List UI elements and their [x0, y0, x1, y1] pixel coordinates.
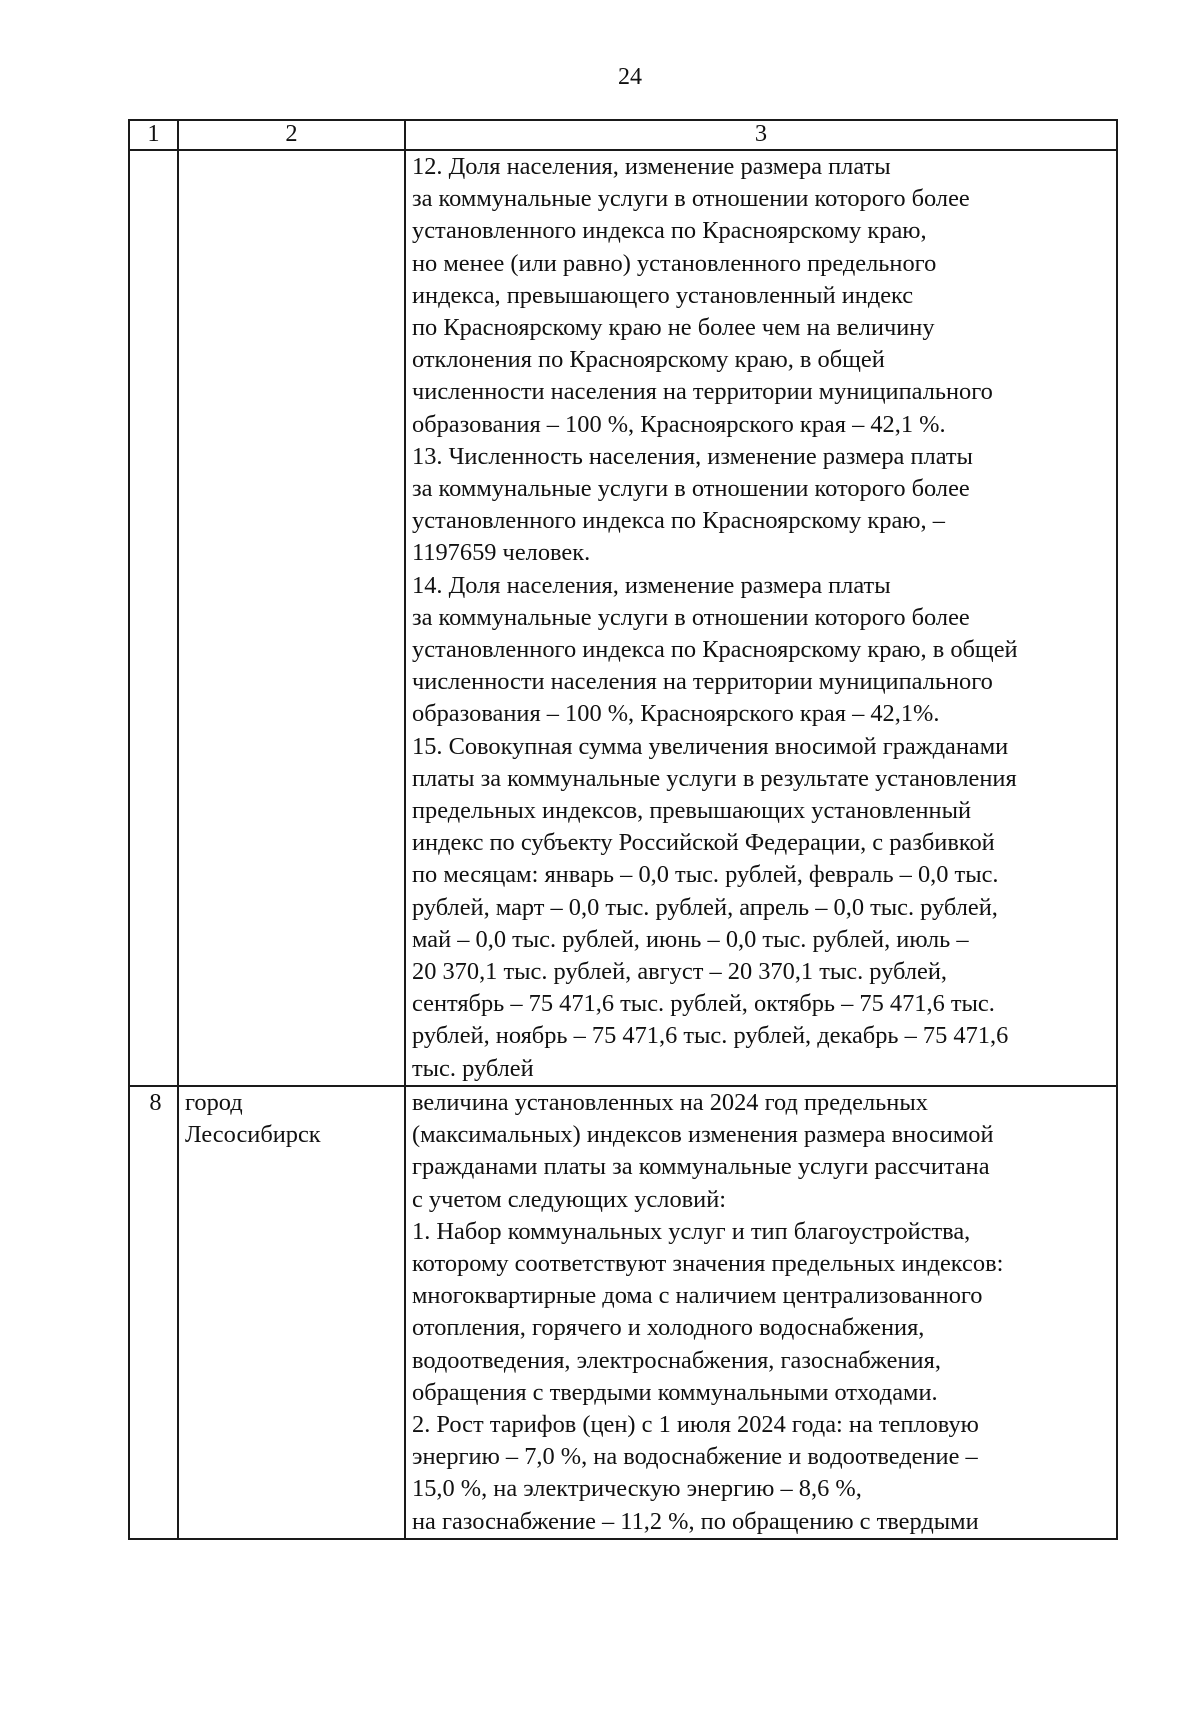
text-line: индекс по субъекту Российской Федерации, с разбивкой: [412, 829, 995, 857]
text-line: 1. Набор коммунальных услуг и тип благоустройства,: [412, 1217, 971, 1245]
text-line: по Красноярскому краю не более чем на величину: [412, 314, 935, 342]
text-line: 14. Доля населения, изменение размера платы: [412, 571, 891, 599]
text-line: установленного индекса по Красноярскому краю,: [412, 217, 927, 245]
text-line: но менее (или равно) установленного предельного: [412, 249, 937, 277]
text-line: на газоснабжение – 11,2 %, по обращению с твердыми: [412, 1507, 979, 1535]
text-line: отклонения по Красноярскому краю, в общей: [412, 346, 885, 374]
text-line: индекса, превышающего установленный индекс: [412, 281, 914, 309]
text-line: установленного индекса по Красноярскому краю, в общей: [412, 636, 1018, 664]
header-col-2: 2: [178, 120, 405, 150]
text-line: (максимальных) индексов изменения размера вносимой: [412, 1121, 994, 1149]
text-line: численности населения на территории муниципального: [412, 378, 993, 406]
municipality-type: город: [185, 1088, 243, 1116]
text-line: 13. Численность населения, изменение размера платы: [412, 442, 973, 470]
text-line: рублей, ноябрь – 75 471,6 тыс. рублей, декабрь – 75 471,6: [412, 1022, 1009, 1050]
text-line: гражданами платы за коммунальные услуги рассчитана: [412, 1153, 990, 1181]
text-line: 12. Доля населения, изменение размера платы: [412, 153, 891, 180]
text-line: образования – 100 %, Красноярского края – 42,1%.: [412, 700, 940, 728]
header-col-3: 3: [405, 120, 1117, 150]
text-line: энергию – 7,0 %, на водоснабжение и водоотведение –: [412, 1443, 978, 1471]
text-line: за коммунальные услуги в отношении которого более: [412, 475, 970, 503]
municipality-cell: [178, 1086, 405, 1539]
table-row: [129, 150, 1117, 1086]
text-line: сентябрь – 75 471,6 тыс. рублей, октябрь – 75 471,6 тыс.: [412, 990, 995, 1018]
text-line: 20 370,1 тыс. рублей, август – 20 370,1 тыс. рублей,: [412, 958, 947, 986]
text-line: за коммунальные услуги в отношении которого более: [412, 603, 970, 631]
table-row: [129, 1086, 1117, 1539]
text-line: май – 0,0 тыс. рублей, июнь – 0,0 тыс. рублей, июль –: [412, 925, 969, 953]
text-line: 1197659 человек.: [412, 539, 591, 567]
text-line: которому соответствуют значения предельных индексов:: [412, 1249, 1004, 1277]
text-line: многоквартирные дома с наличием централизованного: [412, 1282, 983, 1310]
text-line: 2. Рост тарифов (цен) с 1 июля 2024 года: на тепловую: [412, 1410, 979, 1438]
row-number: 8: [129, 1086, 178, 1539]
text-line: по месяцам: январь – 0,0 тыс. рублей, февраль – 0,0 тыс.: [412, 861, 999, 889]
text-line: платы за коммунальные услуги в результате установления: [412, 764, 1017, 792]
text-line: 15,0 %, на электрическую энергию – 8,6 %,: [412, 1475, 862, 1503]
text-line: тыс. рублей: [412, 1054, 534, 1082]
text-line: 15. Совокупная сумма увеличения вносимой гражданами: [412, 732, 1009, 760]
header-col-1: 1: [129, 120, 178, 150]
text-line: численности населения на территории муниципального: [412, 668, 993, 696]
page-number: 24: [618, 64, 642, 90]
text-line: обращения с твердыми коммунальными отходами.: [412, 1378, 938, 1406]
municipality-name: Лесосибирск: [185, 1121, 321, 1149]
indices-table: [128, 119, 1118, 1540]
text-line: отопления, горячего и холодного водоснабжения,: [412, 1314, 925, 1342]
text-line: установленного индекса по Красноярскому краю, –: [412, 507, 945, 535]
text-line: за коммунальные услуги в отношении которого более: [412, 185, 970, 213]
description-cell: [405, 1086, 1117, 1539]
text-line: водоотведения, электроснабжения, газоснабжения,: [412, 1346, 941, 1374]
text-line: рублей, март – 0,0 тыс. рублей, апрель – 0,0 тыс. рублей,: [412, 893, 998, 921]
table-header-row: [129, 120, 1117, 150]
text-line: с учетом следующих условий:: [412, 1185, 727, 1213]
text-line: предельных индексов, превышающих установленный: [412, 797, 972, 825]
text-line: образования – 100 %, Красноярского края – 42,1 %.: [412, 410, 946, 438]
text-line: величина установленных на 2024 год предельных: [412, 1088, 928, 1116]
row-number: [129, 150, 178, 1086]
description-cell: [405, 150, 1117, 1086]
municipality-cell: [178, 150, 405, 1086]
